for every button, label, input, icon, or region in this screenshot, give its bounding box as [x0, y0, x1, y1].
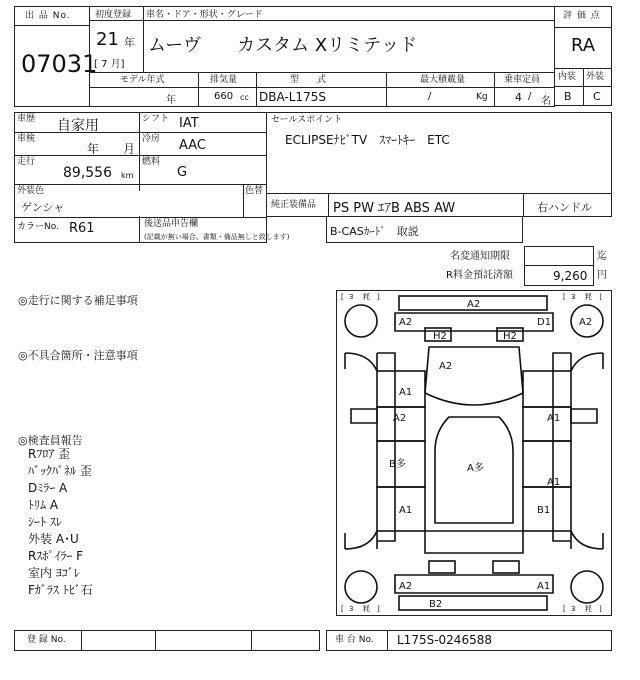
recolor-label: 色替 — [245, 186, 264, 196]
capacity-label: 乗車定員 — [504, 75, 541, 85]
driving-notes-title: ◎走行に関する補足事項 — [18, 294, 138, 307]
tire-fr-unit: 粍 — [585, 293, 592, 301]
max-load-separator: / — [428, 91, 432, 102]
displacement-unit: cc — [240, 93, 249, 102]
mirror-left — [351, 409, 377, 423]
tire-fl-depth: 3 — [349, 293, 354, 301]
header-divider — [143, 6, 144, 73]
reg-no-divider-3 — [251, 631, 252, 650]
mark-door-rear-left: B多 — [389, 459, 406, 470]
history-label: 車歴 — [17, 114, 36, 124]
hood-shape — [425, 347, 523, 405]
rear-panel-shape — [395, 575, 553, 593]
recycle-unit: 円 — [597, 270, 607, 281]
details-block — [14, 112, 267, 243]
mark-door-front-right: A1 — [547, 413, 561, 424]
front-panel-shape — [395, 313, 553, 331]
tire-rr-unit: 粍 — [585, 605, 592, 613]
mark-hood: A2 — [439, 361, 453, 372]
tire-rl-bracket: [ — [341, 605, 344, 613]
mileage-value: 89,556 — [63, 165, 112, 181]
spec-col-3 — [386, 73, 387, 106]
registration-month: [ 7 月] — [94, 59, 125, 70]
evaluation-label: 評 価 点 — [563, 11, 601, 21]
inspector-item: ｼｰﾄ ｽﾚ — [28, 515, 62, 529]
equipment-value: PS PW ｴｱB ABS AW — [333, 201, 456, 216]
lot-number: 07031 — [21, 50, 98, 78]
tire-rl-depth: 3 — [349, 605, 354, 613]
spec-col-1 — [198, 73, 199, 106]
details-vline — [139, 113, 140, 191]
car-name-label: 車名・ドア・形状・グレード — [146, 10, 263, 20]
ac-label: 冷房 — [142, 134, 161, 144]
docs-label: 後送品申告欄 — [144, 219, 199, 229]
evaluation-divider — [555, 27, 611, 28]
tire-rear-left-shape — [345, 571, 377, 603]
chassis-number-value: L175S-0246588 — [397, 633, 492, 647]
tire-rr-depth: 3 — [571, 605, 576, 613]
name-change-unit: 迄 — [597, 251, 607, 262]
tire-rl-unit: 粍 — [363, 605, 370, 613]
sales-point-value: ECLIPSEﾅﾋﾞTV ｽﾏｰﾄｷｰ ETC — [285, 133, 450, 147]
recycle-fee-value: 9,260 — [553, 269, 588, 283]
tire-rear-right-shape — [571, 571, 603, 603]
evaluation-cell — [554, 6, 612, 106]
registration-year: 21 — [96, 29, 119, 50]
mark-roof: A多 — [467, 463, 484, 474]
mark-quarter-right: B1 — [537, 505, 551, 516]
mark-headlight-left: H2 — [433, 331, 447, 342]
inspector-report-list — [28, 446, 178, 599]
wheel-arch-rear-left — [345, 531, 377, 549]
spec-row — [89, 72, 555, 107]
equipment-label: 純正装備品 — [271, 200, 317, 210]
header-sub-divider — [89, 20, 555, 21]
rear-light-right — [493, 561, 519, 573]
lot-number-label: 出 品 No. — [25, 11, 71, 21]
inspector-report-title: ◎検査員報告 — [18, 434, 83, 447]
mark-front-right: D1 — [537, 317, 552, 328]
mark-rear-right: A1 — [537, 581, 551, 592]
max-load-label: 最大積載量 — [420, 75, 466, 85]
mark-fender-left: A1 — [399, 387, 413, 398]
exterior-label: 外装 — [586, 72, 605, 82]
interior-label: 内装 — [558, 72, 577, 82]
tire-fr-bracket: [ — [563, 293, 566, 301]
inspection-month-unit: 月 — [123, 142, 136, 156]
extra-note-value: B-CASｶｰﾄﾞ 取説 — [330, 225, 419, 238]
extra-note-cell — [326, 216, 523, 243]
sales-point-label: セールスポイント — [271, 115, 343, 125]
capacity-value: 4 — [515, 91, 522, 104]
evaluation-score: RA — [571, 35, 596, 56]
spec-col-2 — [256, 73, 257, 106]
name-change-label: 名変通知期限 — [450, 251, 510, 262]
inspector-item: Fｶﾞﾗｽ ﾄﾋﾞ石 — [28, 583, 93, 597]
equipment-vline-2 — [523, 194, 524, 216]
mark-rear-left: A2 — [399, 581, 413, 592]
car-name: ムーヴ カスタム Xリミテッド — [148, 35, 418, 56]
mark-front-left: A2 — [399, 317, 413, 328]
inspection-year-unit: 年 — [87, 142, 100, 156]
model-label: 型 式 — [290, 75, 327, 85]
wheel-arch-rear-right — [571, 531, 603, 549]
mirror-right — [571, 409, 597, 423]
max-load-unit: Kg — [476, 92, 488, 102]
details-hline-1 — [15, 132, 266, 133]
registration-number-row — [14, 630, 320, 651]
details-hline-3 — [15, 184, 266, 185]
rear-hatch-shape — [425, 531, 523, 553]
inspector-item: 室内 ﾖｺﾞﾚ — [28, 566, 80, 580]
steering-value: 右ハンドル — [537, 201, 592, 214]
car-diagram-svg — [337, 291, 611, 615]
wheel-arch-front-right — [571, 353, 603, 371]
inspector-item: Dﾐﾗｰ A — [28, 481, 68, 495]
inspector-item: Rﾌﾛｱ 歪 — [28, 447, 71, 461]
spec-row-divider — [90, 87, 554, 88]
shift-value: IAT — [179, 116, 199, 131]
wheel-arch-front-left — [345, 353, 377, 371]
docs-note: (記載が無い場合、書類・備品無しと致します) — [144, 233, 290, 241]
first-registration-label: 初度登録 — [95, 10, 132, 20]
history-value: 自家用 — [57, 118, 99, 134]
chassis-number-row — [326, 630, 612, 651]
reg-no-divider-2 — [155, 631, 156, 650]
capacity-unit: 名 — [541, 96, 551, 107]
chassis-number-label: 車 台 No. — [335, 635, 374, 645]
tire-fr-bracket-close: ] — [599, 293, 602, 301]
capacity-separator: / — [528, 91, 532, 102]
rear-bumper-shape — [399, 596, 547, 610]
tire-rr-bracket-close: ] — [599, 605, 602, 613]
inspector-item: ﾊﾞｯｸﾊﾟﾈﾙ 歪 — [28, 464, 92, 478]
registration-number-label: 登 録 No. — [27, 635, 66, 645]
exterior-score: C — [593, 90, 601, 103]
mark-bumper-front: A2 — [467, 299, 481, 310]
shift-label: シフト — [142, 114, 170, 124]
recolor-vline — [243, 184, 244, 217]
tire-rr-bracket: [ — [563, 605, 566, 613]
fuel-label: 燃料 — [142, 157, 161, 167]
mark-quarter-left: A1 — [399, 505, 413, 516]
fuel-value: G — [177, 165, 188, 180]
recycle-fee-field — [524, 265, 594, 286]
recycle-label: R料金預託済額 — [446, 270, 513, 281]
color-no-value: R61 — [69, 221, 95, 236]
tire-rl-bracket-close: ] — [377, 605, 380, 613]
tire-fl-bracket-close: ] — [377, 293, 380, 301]
tire-fl-unit: 粍 — [363, 293, 370, 301]
model-year-label: モデル年式 — [120, 75, 165, 85]
tire-front-left-shape — [345, 305, 377, 337]
chassis-divider — [387, 631, 388, 650]
first-registration-cell — [89, 6, 555, 73]
name-change-field — [524, 246, 594, 266]
evaluation-grid-vline — [583, 68, 584, 106]
defects-notes-title: ◎不具合箇所・注意事項 — [18, 349, 138, 362]
side-right-front — [523, 371, 571, 407]
car-diagram — [336, 290, 612, 616]
sales-point-cell — [266, 112, 612, 194]
docs-vline — [139, 216, 140, 243]
body-right-outline — [553, 353, 571, 541]
tire-fl-bracket: [ — [341, 293, 344, 301]
mark-wheel-fr-left: A2 — [579, 317, 593, 328]
equipment-row — [266, 193, 612, 217]
ac-value: AAC — [179, 138, 206, 153]
inspector-item: ﾄﾘﾑ A — [28, 498, 59, 512]
body-left-outline — [377, 353, 395, 541]
color-no-label: カラーNo. — [17, 222, 59, 232]
reg-no-divider — [81, 631, 82, 650]
model-value: DBA-L175S — [259, 90, 326, 104]
inspector-item: Rｽﾎﾟｲﾗｰ F — [28, 549, 84, 563]
equipment-vline-1 — [328, 194, 329, 216]
registration-year-unit: 年 — [124, 36, 135, 49]
model-year-unit: 年 — [166, 95, 176, 106]
displacement-value: 660 — [214, 91, 234, 102]
mark-door-front-left: A2 — [393, 413, 407, 424]
mark-bumper-rear: B2 — [429, 599, 443, 610]
details-hline-2 — [15, 155, 266, 156]
mark-headlight-right: H2 — [503, 331, 517, 342]
mileage-label: 走行 — [17, 157, 36, 167]
mark-door-rear-right: A1 — [547, 477, 561, 488]
displacement-label: 排気量 — [210, 75, 238, 85]
color-label: 外装色 — [17, 186, 45, 196]
tire-fr-depth: 3 — [571, 293, 576, 301]
evaluation-grid-line2 — [555, 86, 611, 87]
inspection-label: 車検 — [17, 134, 36, 144]
mileage-unit: km — [121, 171, 134, 180]
lot-number-cell — [14, 25, 98, 107]
rear-light-left — [429, 561, 455, 573]
inspector-item: 外装 A･U — [28, 532, 79, 546]
lot-number-label-cell — [14, 6, 90, 26]
color-value: ゲンシャ — [21, 201, 65, 214]
details-hline-4 — [15, 217, 266, 218]
spec-col-4 — [494, 73, 495, 106]
interior-score: B — [564, 90, 572, 103]
